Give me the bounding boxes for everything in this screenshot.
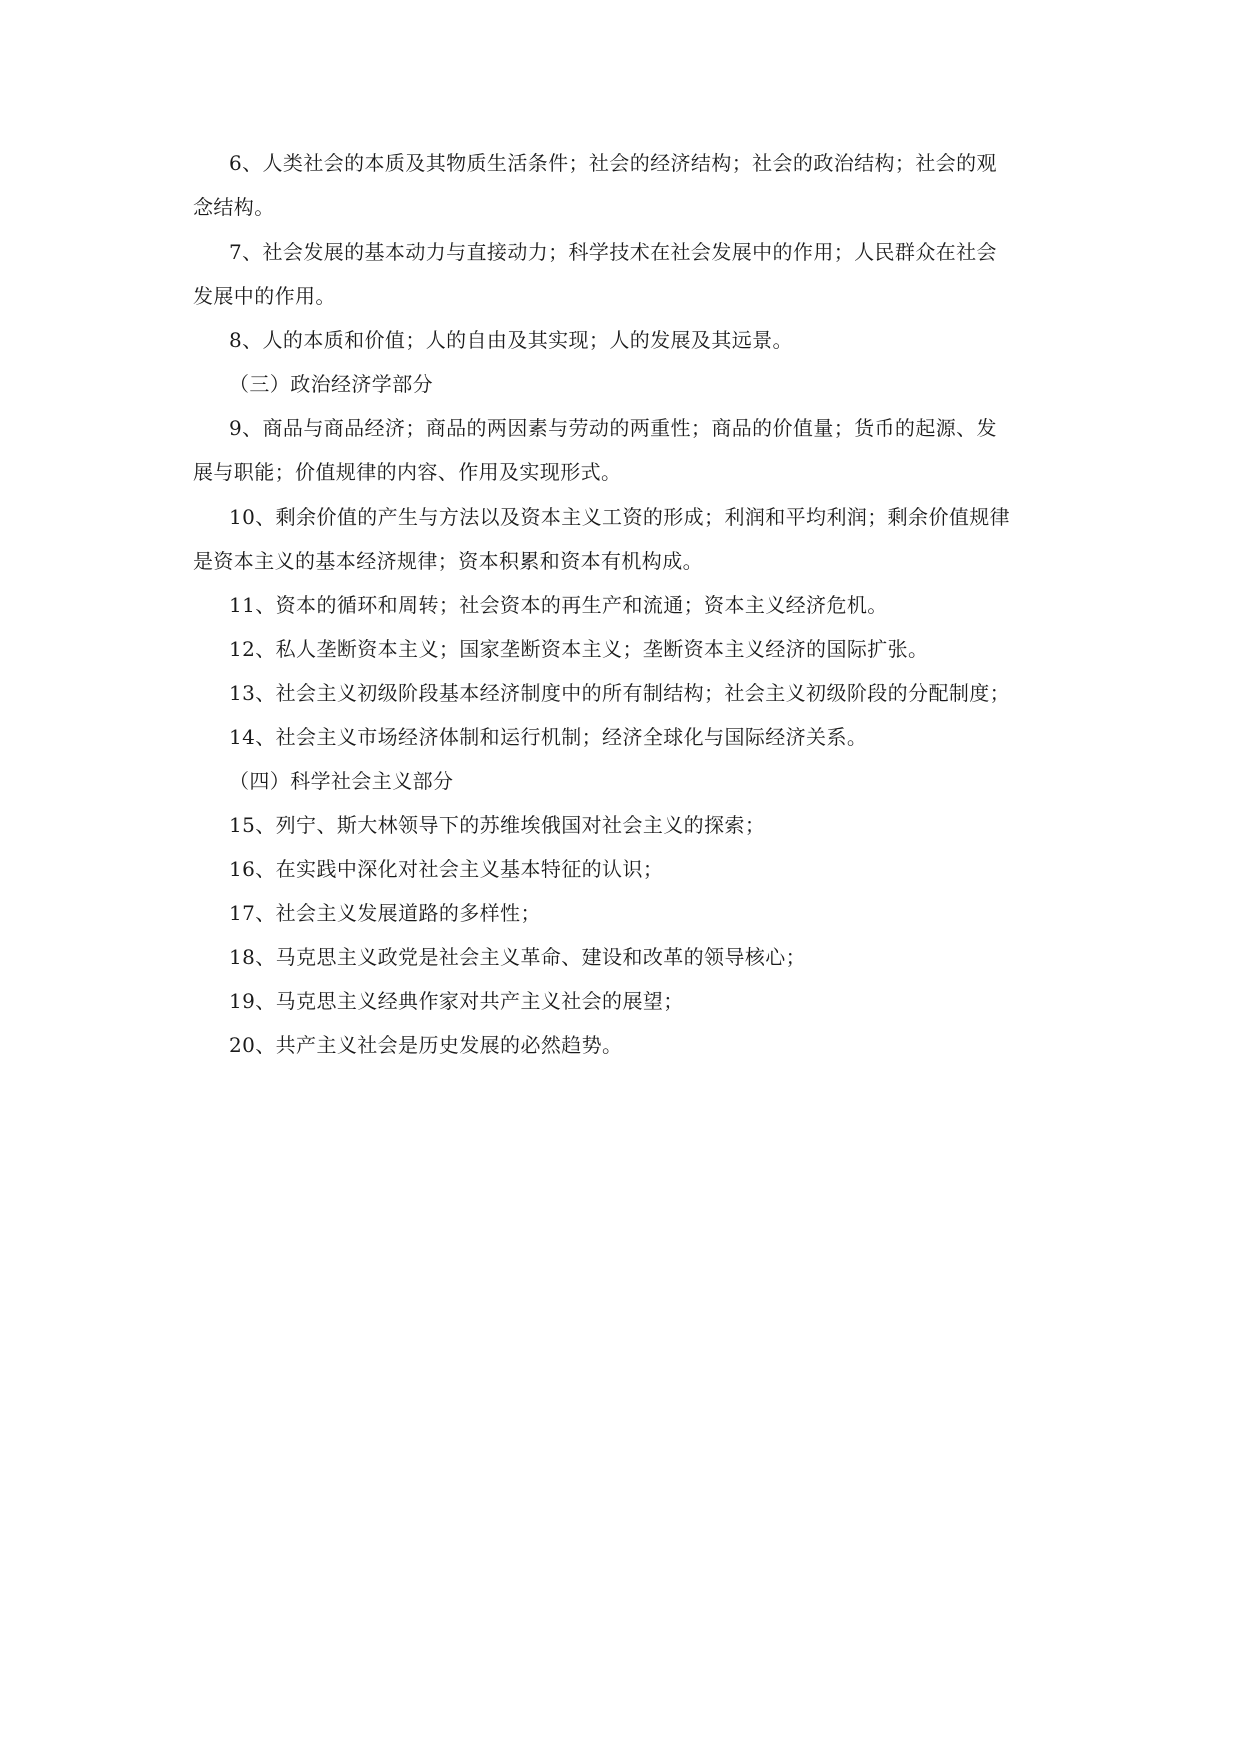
paragraph-8: 8、人的本质和价值；人的自由及其实现；人的发展及其远景。	[229, 328, 793, 352]
paragraph-20: 20、共产主义社会是历史发展的必然趋势。	[229, 1033, 623, 1057]
paragraph-9-line-2: 展与职能；价值规律的内容、作用及实现形式。	[193, 460, 622, 484]
section-heading-scientific-socialism: （四）科学社会主义部分	[229, 769, 454, 793]
paragraph-10-line-2: 是资本主义的基本经济规律；资本积累和资本有机构成。	[193, 549, 703, 573]
paragraph-6-line-2: 念结构。	[193, 195, 275, 219]
paragraph-11: 11、资本的循环和周转；社会资本的再生产和流通；资本主义经济危机。	[229, 593, 888, 617]
paragraph-19: 19、马克思主义经典作家对共产主义社会的展望；	[229, 989, 684, 1013]
paragraph-10-line-1: 10、剩余价值的产生与方法以及资本主义工资的形成；利润和平均利润；剩余价值规律	[229, 505, 1011, 529]
paragraph-17: 17、社会主义发展道路的多样性；	[229, 901, 541, 925]
paragraph-7-line-1: 7、社会发展的基本动力与直接动力；科学技术在社会发展中的作用；人民群众在社会	[229, 240, 997, 264]
paragraph-12: 12、私人垄断资本主义；国家垄断资本主义；垄断资本主义经济的国际扩张。	[229, 637, 929, 661]
paragraph-14: 14、社会主义市场经济体制和运行机制；经济全球化与国际经济关系。	[229, 725, 868, 749]
paragraph-7-line-2: 发展中的作用。	[193, 284, 336, 308]
section-heading-political-economy: （三）政治经济学部分	[229, 372, 433, 396]
paragraph-6-line-1: 6、人类社会的本质及其物质生活条件；社会的经济结构；社会的政治结构；社会的观	[229, 151, 997, 175]
paragraph-9-line-1: 9、商品与商品经济；商品的两因素与劳动的两重性；商品的价值量；货币的起源、发	[229, 416, 997, 440]
paragraph-13: 13、社会主义初级阶段基本经济制度中的所有制结构；社会主义初级阶段的分配制度；	[229, 681, 1011, 705]
paragraph-16: 16、在实践中深化对社会主义基本特征的认识；	[229, 857, 664, 881]
paragraph-18: 18、马克思主义政党是社会主义革命、建设和改革的领导核心；	[229, 945, 807, 969]
paragraph-15: 15、列宁、斯大林领导下的苏维埃俄国对社会主义的探索；	[229, 813, 766, 837]
